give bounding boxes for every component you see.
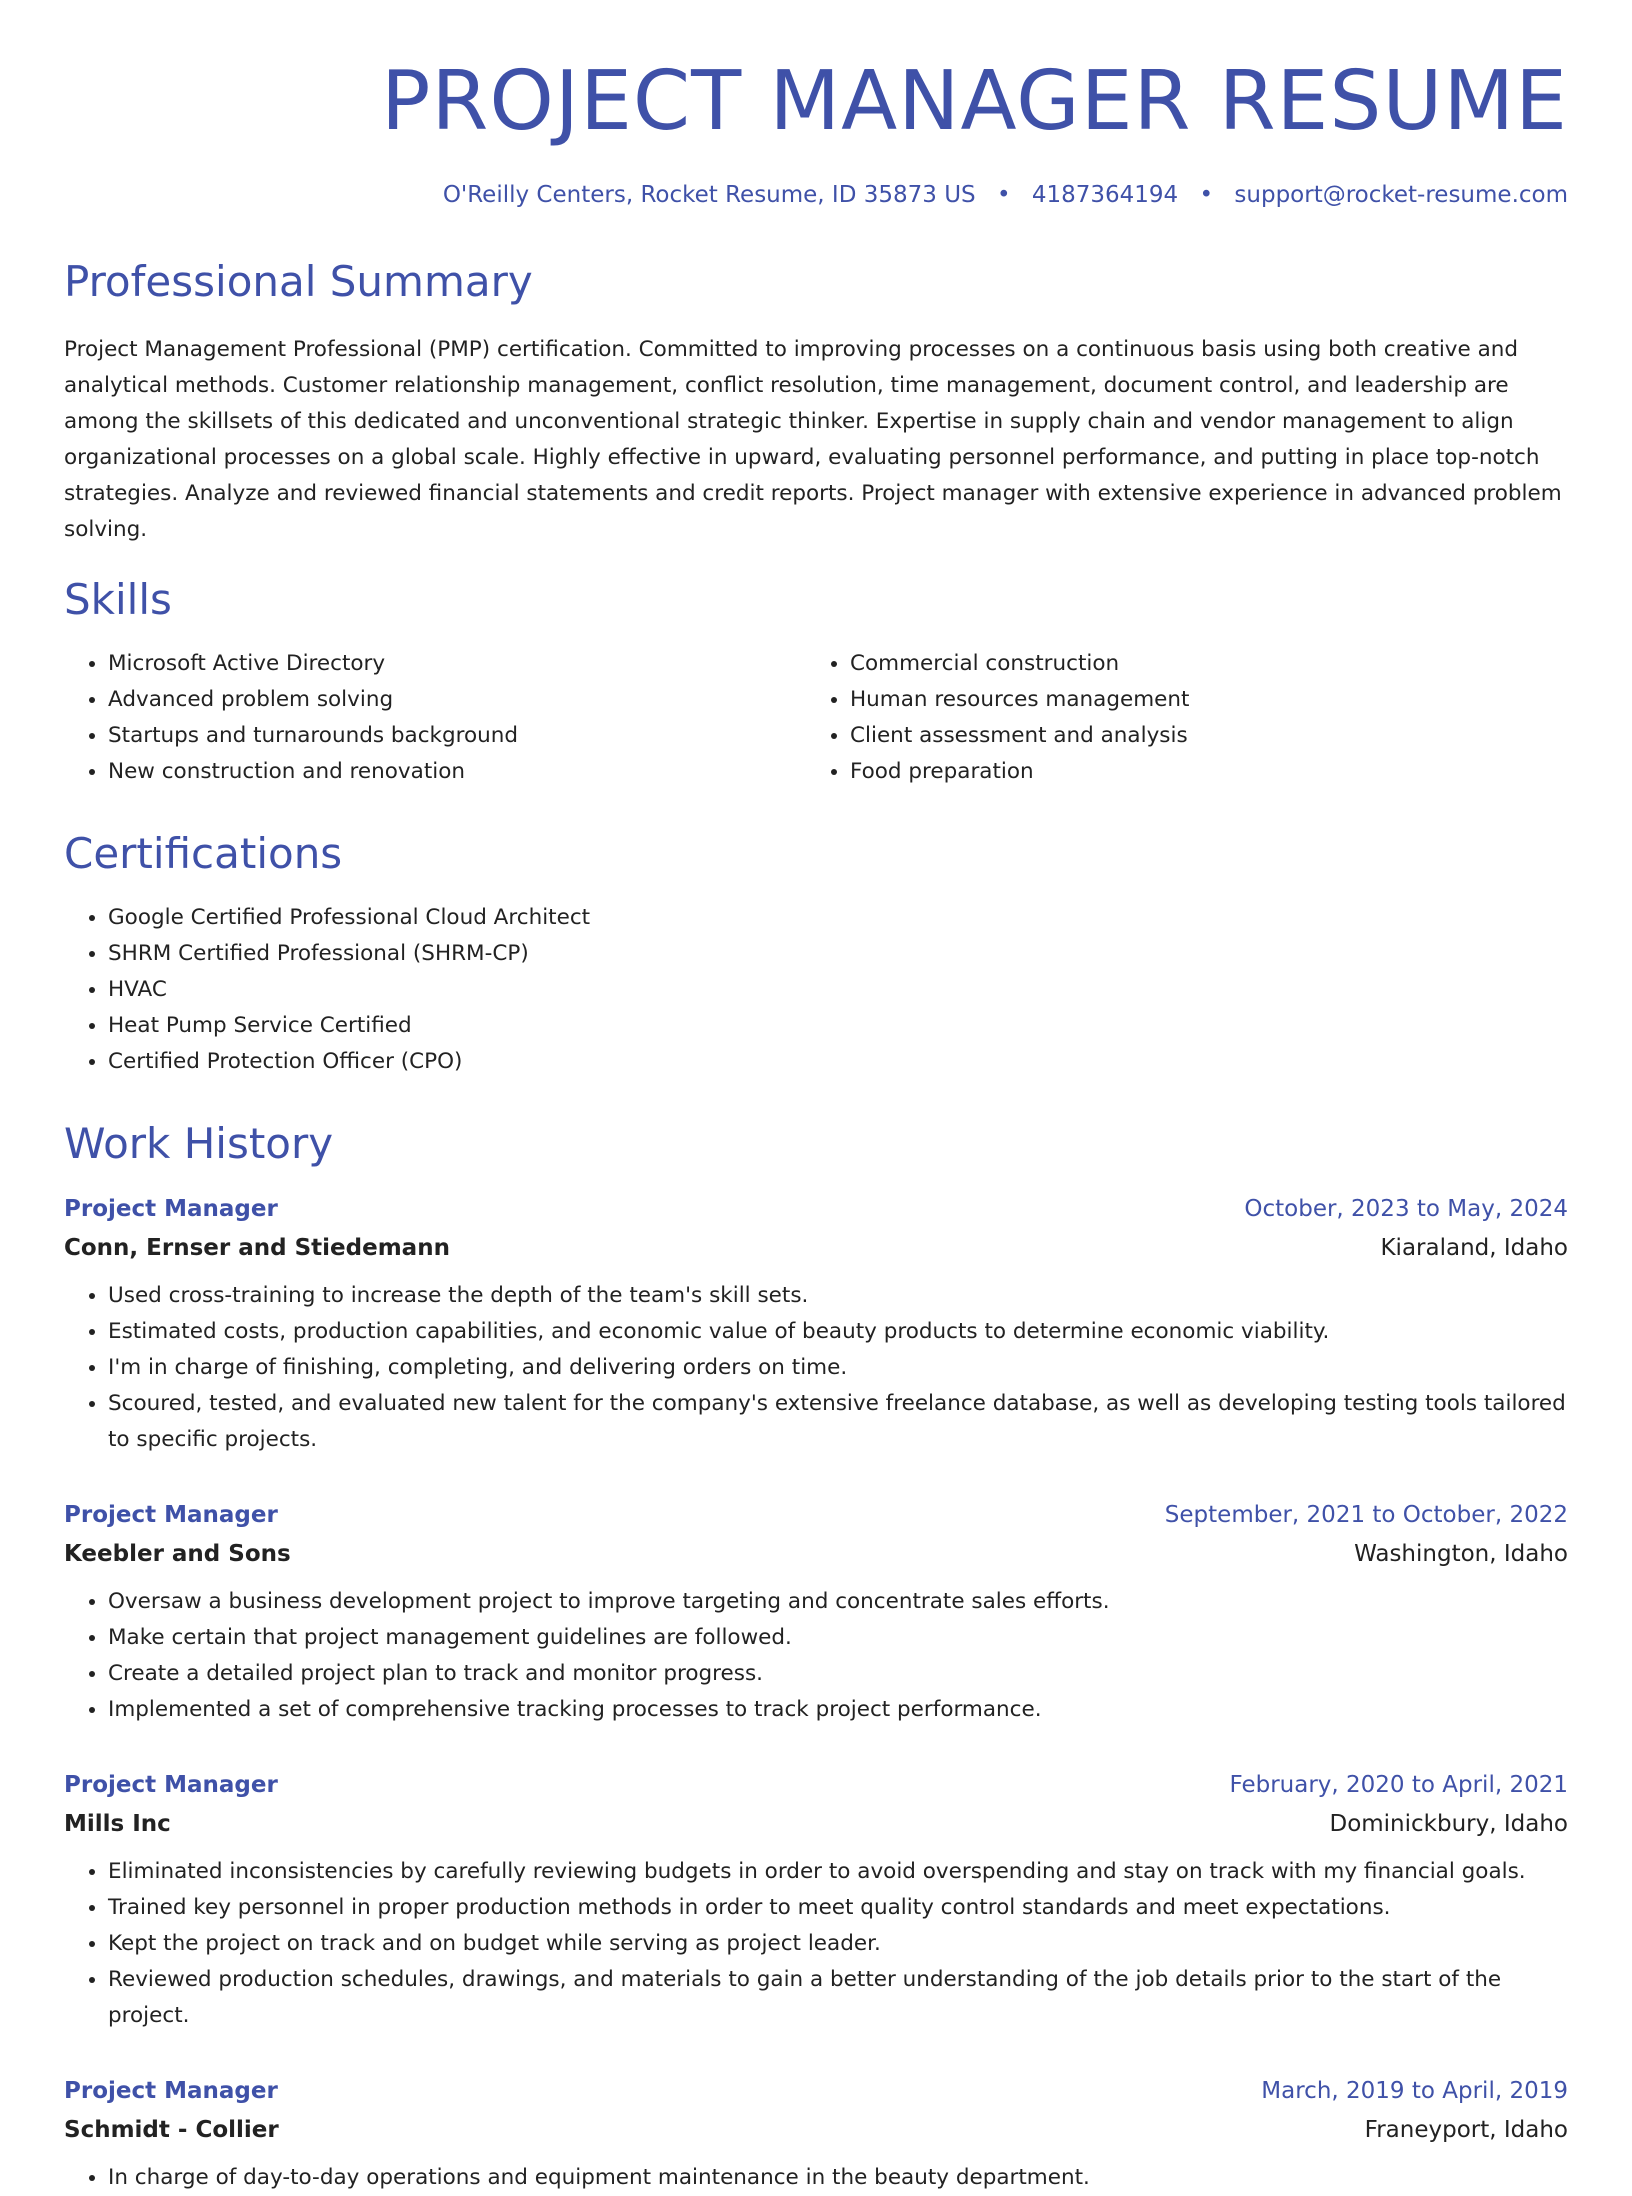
job-company: Conn, Ernser and Stiedemann: [64, 1235, 450, 1261]
job-bullet: • Oversaw a business development project to improve targeting and concentrate sales efforts.: [108, 1584, 1568, 1620]
skills-list: [64, 646, 1568, 790]
job-bullet: • Eliminated inconsistencies by carefully reviewing budgets in order to avoid overspending and stay on track with my financial goals.: [108, 1854, 1568, 1890]
summary-heading: Professional Summary: [64, 257, 533, 306]
job-title: Project Manager: [64, 2078, 278, 2104]
contact-address: O'Reilly Centers, Rocket Resume, ID 35873 US: [442, 182, 976, 208]
skill-item: • Startups and turnarounds background: [108, 718, 806, 754]
job-bullet: • In charge of day-to-day operations and equipment maintenance in the beauty department.: [108, 2160, 1568, 2196]
job-location: Kiaraland, Idaho: [1380, 1235, 1568, 1261]
job-company: Mills Inc: [64, 1811, 171, 1837]
skill-item: • Commercial construction: [850, 646, 1548, 682]
job-bullet: • Reviewed production schedules, drawings, and materials to gain a better understanding of the job details prior to the start of the project.: [108, 1962, 1568, 2034]
skills-column-right: [806, 646, 1548, 790]
job-bullets: [64, 1854, 1568, 2034]
job-bullets: [64, 1584, 1568, 1728]
job-location: Washington, Idaho: [1354, 1541, 1568, 1567]
skill-item: • Client assessment and analysis: [850, 718, 1548, 754]
skill-item: • Food preparation: [850, 754, 1548, 790]
job-dates: March, 2019 to April, 2019: [1261, 2078, 1568, 2104]
certifications-heading: Certifications: [64, 829, 343, 878]
job-bullet: • Scoured, tested, and evaluated new talent for the company's extensive freelance database, as well as developing testing tools tailored to specific projects.: [108, 1386, 1568, 1458]
job-bullet: • Make certain that project management guidelines are followed.: [108, 1620, 1568, 1656]
job-bullet: • I'm in charge of finishing, completing, and delivering orders on time.: [108, 1350, 1568, 1386]
skills-heading: Skills: [64, 575, 172, 624]
job-entry: [64, 2072, 1568, 2196]
certification-item: • SHRM Certified Professional (SHRM-CP): [108, 936, 1568, 972]
certification-item: • Google Certified Professional Cloud Architect: [108, 900, 1568, 936]
job-title: Project Manager: [64, 1502, 278, 1528]
job-entry: [64, 1766, 1568, 2034]
job-bullets: [64, 2160, 1568, 2196]
job-dates: February, 2020 to April, 2021: [1229, 1772, 1568, 1798]
contact-separator: •: [996, 182, 1011, 208]
certification-item: • Certified Protection Officer (CPO): [108, 1044, 1568, 1080]
job-entry: [64, 1190, 1568, 1458]
job-location: Dominickbury, Idaho: [1329, 1811, 1568, 1837]
job-bullet: • Estimated costs, production capabilities, and economic value of beauty products to determine economic viability.: [108, 1314, 1568, 1350]
job-bullet: • Implemented a set of comprehensive tracking processes to track project performance.: [108, 1692, 1568, 1728]
certifications-list: [64, 900, 1568, 1080]
summary-text: Project Management Professional (PMP) certification. Committed to improving processes on a continuous basis using both creative and analytical methods. Customer relationship management, conflict resolution, time management, document control, and leadership are among the skillsets of this dedicated and unconventional strategic thinker. Expertise in supply chain and vendor management to align organizational processes on a global scale. Highly effective in upward, evaluating personnel performance, and putting in place top-notch strategies. Analyze and reviewed financial statements and credit reports. Project manager with extensive experience in advanced problem solving.: [64, 337, 1562, 542]
job-location: Franeyport, Idaho: [1364, 2117, 1568, 2143]
skill-item: • Human resources management: [850, 682, 1548, 718]
job-company: Keebler and Sons: [64, 1541, 291, 1567]
job-bullet: • Create a detailed project plan to track and monitor progress.: [108, 1656, 1568, 1692]
job-title: Project Manager: [64, 1772, 278, 1798]
certification-item: • HVAC: [108, 972, 1568, 1008]
skill-item: • Microsoft Active Directory: [108, 646, 806, 682]
job-title: Project Manager: [64, 1196, 278, 1222]
resume-title: PROJECT MANAGER RESUME: [380, 54, 1568, 149]
job-entry: [64, 1496, 1568, 1728]
contact-email[interactable]: support@rocket-resume.com: [1234, 182, 1568, 208]
contact-phone: 4187364194: [1031, 182, 1179, 208]
job-bullet: • Used cross-training to increase the depth of the team's skill sets.: [108, 1278, 1568, 1314]
skill-item: • New construction and renovation: [108, 754, 806, 790]
contact-separator: •: [1199, 182, 1214, 208]
job-bullets: [64, 1278, 1568, 1458]
job-company: Schmidt - Collier: [64, 2117, 279, 2143]
job-bullet: • Trained key personnel in proper production methods in order to meet quality control standards and meet expectations.: [108, 1890, 1568, 1926]
certification-item: • Heat Pump Service Certified: [108, 1008, 1568, 1044]
work-history-heading: Work History: [64, 1119, 334, 1168]
contact-line: [64, 182, 1568, 208]
skills-column-left: [64, 646, 806, 790]
job-dates: October, 2023 to May, 2024: [1244, 1196, 1568, 1222]
job-dates: September, 2021 to October, 2022: [1164, 1502, 1568, 1528]
job-bullet: • Kept the project on track and on budget while serving as project leader.: [108, 1926, 1568, 1962]
skill-item: • Advanced problem solving: [108, 682, 806, 718]
